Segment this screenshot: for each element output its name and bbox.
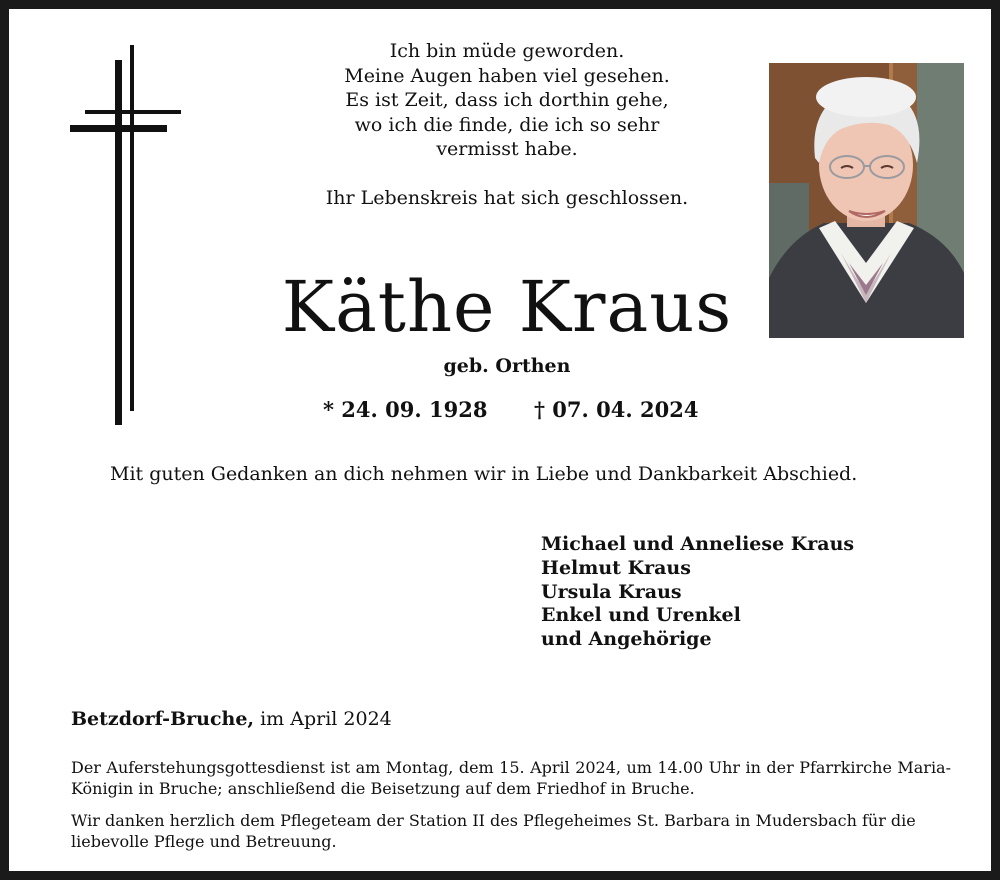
maiden-name: geb. Orthen — [443, 355, 571, 377]
cross-front-vertical — [115, 60, 122, 425]
mourner-name: Ursula Kraus — [541, 580, 682, 603]
verse-line: wo ich die finde, die ich so sehr — [354, 113, 660, 136]
cross-front-horizontal — [70, 125, 167, 132]
verse-line: Meine Augen haben viel gesehen. — [344, 64, 670, 87]
place-and-date — [71, 708, 392, 730]
mourners-list — [541, 533, 854, 652]
verse-closing: Ihr Lebenskreis hat sich geschlossen. — [325, 186, 689, 209]
farewell-text: Mit guten Gedanken an dich nehmen wir in Liebe und Dankbarkeit Abschied. — [110, 463, 858, 485]
death-date: † 07. 04. 2024 — [534, 397, 699, 422]
cross-back-vertical — [130, 45, 134, 411]
verse-line: Es ist Zeit, dass ich dorthin gehe, — [345, 89, 669, 111]
cross-back-horizontal — [85, 110, 181, 114]
verse-spacer — [277, 162, 737, 186]
memorial-verse — [277, 39, 737, 210]
birth-date: * 24. 09. 1928 — [323, 397, 488, 422]
portrait-photo — [769, 63, 964, 338]
place-name: Betzdorf-Bruche, — [71, 708, 255, 730]
mourner-name: Michael und Anneliese Kraus — [541, 533, 855, 555]
verse-line: vermisst habe. — [436, 138, 578, 160]
deceased-name: Käthe Kraus — [281, 266, 733, 348]
date-text: im April 2024 — [260, 708, 392, 730]
thanks-text: Wir danken herzlich dem Pflegeteam der Station II des Pflegeheimes St. Barbara in Mudersbach für die liebevolle Pflege und Betreuung. — [71, 811, 916, 851]
mourner-name: Enkel und Urenkel — [541, 604, 741, 627]
mourner-name: Helmut Kraus — [541, 556, 691, 579]
cross-icon — [67, 41, 185, 431]
portrait-illustration — [769, 63, 964, 338]
funeral-service-text: Der Auferstehungsgottesdienst ist am Montag, dem 15. April 2024, um 14.00 Uhr in der Pfarrkirche Maria-Königin in Bruche; anschließend die Beisetzung auf dem Friedhof in Bruche. — [71, 758, 951, 798]
verse-line: Ich bin müde geworden. — [389, 40, 625, 62]
mourner-name: und Angehörige — [541, 628, 712, 651]
